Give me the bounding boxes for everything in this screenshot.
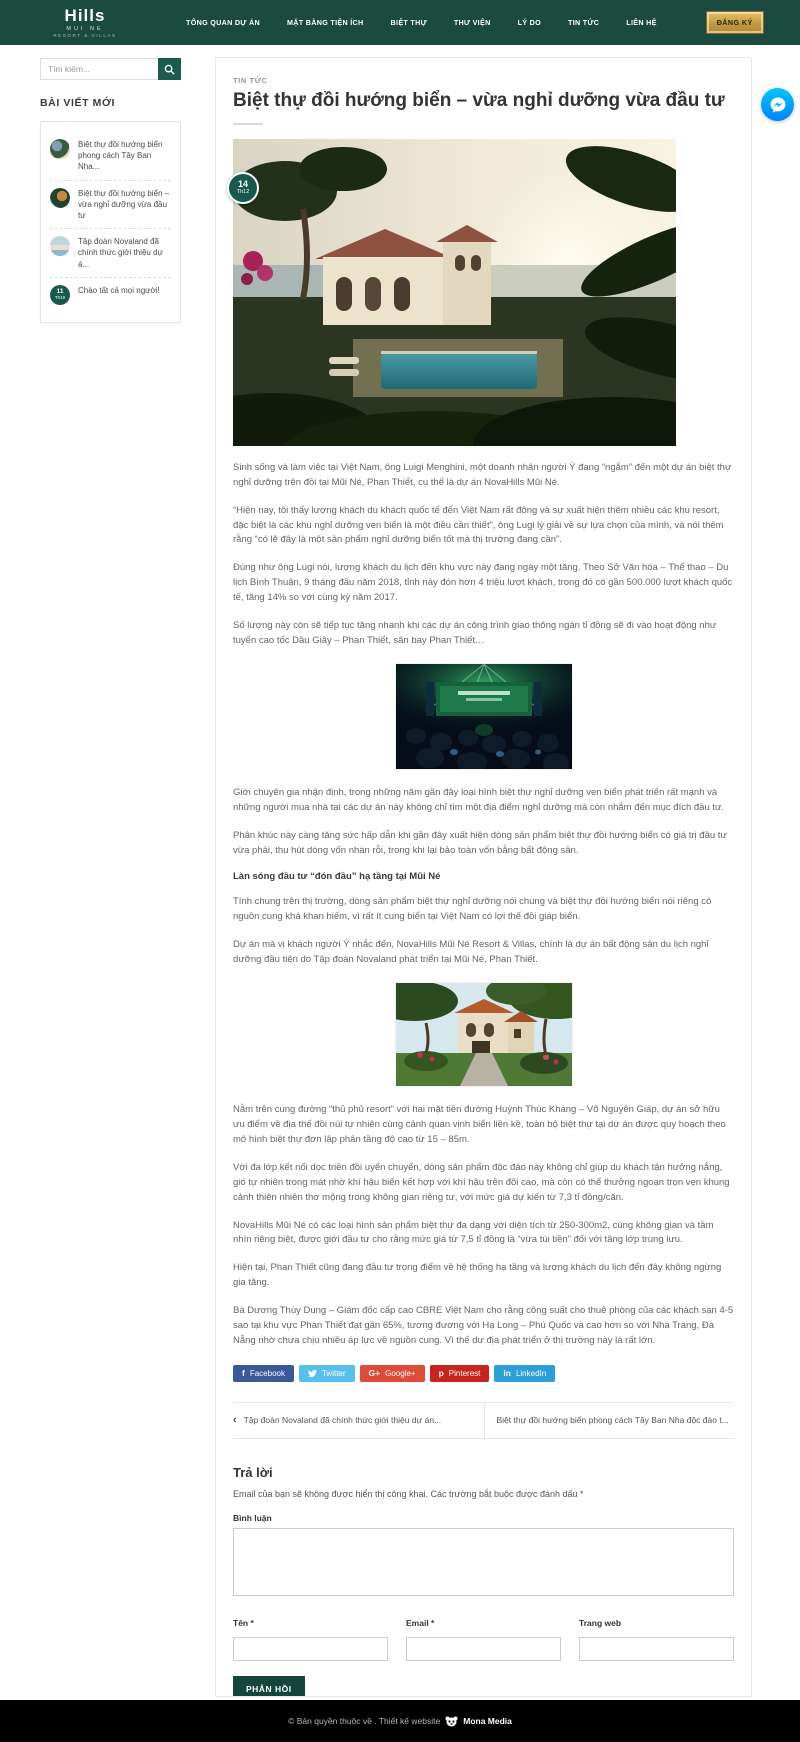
email-field[interactable] (406, 1637, 561, 1661)
article-paragraph: Sinh sống và làm việc tại Việt Nam, ông Luigi Menghini, một doanh nhân người Ý đang “ngắm” đến một dự án biệt thự nghỉ dưỡng trên đồi tại Mũi Né, Phan Thiết, cụ thể là dự án NovaHills Mũi Né. (233, 461, 732, 488)
logo-subtitle-1: MUI NE (66, 25, 104, 32)
article-paragraph: Bà Dương Thùy Dung – Giám đốc cấp cao CBRE Việt Nam cho rằng công suất cho thuê phòng của các khách sạn 4-5 sao tại khu vực Phan Thiết đạt gần 65%, tương đương với Hạ Long – Phú Quốc và cao hơn so với Nha Trang, Đà Nẵng nhờ chưa chịu nhiều áp lực về nguồn cung. Vì thế dư địa phát triển ở thị trường này là rất lớn. (233, 1305, 734, 1346)
chevron-left-icon: ‹ (233, 1413, 237, 1426)
site-logo[interactable] (42, 7, 128, 39)
search-bar (40, 58, 181, 80)
title-divider (233, 123, 263, 125)
post-title: Chào tất cả mọi người! (78, 285, 160, 295)
messenger-icon (769, 96, 787, 114)
event-image (233, 664, 734, 769)
comment-fields (233, 1613, 734, 1661)
reply-note: Email của bạn sẽ không được hiển thị công khai. Các trường bắt buộc được đánh dấu * (233, 1488, 584, 1499)
site-header (0, 0, 800, 45)
hero-image (233, 139, 676, 446)
post-date-badge (50, 285, 70, 305)
villa-image (233, 983, 734, 1086)
article-paragraph: Số lượng này còn sẽ tiếp tục tăng nhanh khi các dự án công trình giao thông ngàn tỉ đồng sẽ đi vào hoạt động như tuyến cao tốc Dầu Giây – Phan Thiết, sân bay Phan Thiết… (233, 620, 717, 646)
hero-villa-illustration (233, 139, 676, 446)
share-googleplus-button[interactable] (360, 1365, 425, 1382)
event-illustration (396, 664, 572, 769)
submit-comment-button[interactable]: PHẢN HỒI (233, 1676, 305, 1697)
prev-post-link[interactable] (233, 1403, 484, 1438)
post-thumbnail (50, 188, 70, 208)
search-icon (164, 64, 175, 75)
register-button[interactable]: ĐĂNG KÝ (706, 11, 764, 34)
date-month: Th10 (54, 295, 66, 301)
article-paragraph: Phân khúc này càng tăng sức hấp dẫn khi gần đây xuất hiện dòng sản phẩm biệt thự đồi hướng biển có giá trị đầu tư vừa phải, thu hút dòng vốn nhàn rỗi, trong khi lại bảo toàn vốn bằng bất động sản. (233, 829, 727, 856)
next-post-link[interactable] (484, 1403, 735, 1438)
main-nav (186, 11, 764, 34)
email-label: Email * (406, 1617, 435, 1628)
messenger-chat-button[interactable] (761, 88, 794, 121)
villa-illustration (396, 983, 572, 1086)
article-paragraph: Hiện tại, Phan Thiết cũng đang đầu tư trọng điểm về hệ thống hạ tầng và lượng khách du lịch đến đây không ngừng gia tăng. (233, 1262, 722, 1289)
comment-label: Bình luận (233, 1512, 272, 1523)
comment-form (233, 1465, 734, 1697)
website-field[interactable] (579, 1637, 734, 1661)
recent-post-item[interactable] (50, 277, 171, 312)
share-linkedin-button[interactable] (494, 1365, 555, 1382)
nav-item-lien-he[interactable]: LIÊN HỆ (626, 18, 657, 27)
website-label: Trang web (579, 1617, 622, 1628)
name-label: Tên * (233, 1617, 254, 1628)
twitter-icon (308, 1369, 317, 1378)
date-month: Th12 (236, 189, 250, 196)
article-subheading: Làn sóng đầu tư “đón đầu” hạ tầng tại Mũi Né (233, 871, 441, 883)
post-title: Biệt thự đồi hướng biển – vừa nghỉ dưỡng vừa đầu tư (78, 188, 170, 220)
logo-title: Hills (64, 5, 106, 25)
post-title: Tập đoàn Novaland đã chính thức giới thiệu dự á... (78, 237, 163, 269)
recent-post-item[interactable] (50, 180, 171, 229)
search-button[interactable] (158, 58, 181, 80)
sidebar-heading: BÀI VIẾT MỚI (40, 97, 116, 109)
sidebar (40, 58, 181, 323)
post-navigation (233, 1402, 734, 1439)
facebook-icon: f (242, 1368, 245, 1379)
nav-item-tong-quan[interactable]: TỔNG QUAN DỰ ÁN (186, 18, 260, 27)
copyright-text: © Bản quyền thuộc về . Thiết kế website (288, 1716, 441, 1726)
name-field[interactable] (233, 1637, 388, 1661)
post-thumbnail (50, 236, 70, 256)
pinterest-icon: p (438, 1368, 444, 1379)
next-post-title: Biệt thự đồi hướng biển phong cách Tây Ban Nha độc đáo t... (496, 1415, 729, 1426)
article-body (233, 461, 734, 1349)
article-paragraph: NovaHills Mũi Né có các loại hình sản phẩm biệt thự đa dạng với diện tích từ 250-300m2, cùng không gian và tầm nhìn riêng biệt, được giới đầu tư cho rằng mức giá từ 7,5 tỉ đồng là “vừa túi tiền” đối với tầng lớp trung lưu. (233, 1219, 714, 1246)
share-label: Facebook (249, 1368, 285, 1378)
recent-post-item[interactable] (50, 228, 171, 277)
nav-item-biet-thu[interactable]: BIỆT THỰ (390, 18, 427, 27)
logo-subtitle-2: RESORT & VILLAS (53, 33, 117, 38)
post-title: Biệt thự đồi hướng biển phong cách Tây Ban Nha... (78, 140, 163, 172)
googleplus-icon: G+ (368, 1368, 381, 1379)
share-label: Twitter (321, 1368, 346, 1378)
recent-post-item[interactable] (50, 132, 171, 180)
search-input[interactable] (40, 58, 158, 80)
nav-item-tin-tuc[interactable]: TIN TỨC (568, 18, 600, 27)
article-paragraph: Với đa lớp kết nối dọc triền đồi uyển chuyển, dòng sản phẩm độc đáo này không chỉ giúp du khách tận hưởng nắng, gió tự nhiên trong mát nhờ khí hậu biển kết hợp với khí hậu trên đồi cao, mà còn có thể thưởng ngoạn trọn vẹn khung cảnh thiên nhiên thơ mộng trong không gian riêng tư, với mức giá dự kiến từ 7,3 tỉ đồng/căn. (233, 1161, 730, 1203)
date-day: 14 (237, 179, 248, 190)
article-paragraph: “Hiện nay, tôi thấy lượng khách du khách quốc tế đến Việt Nam rất đông và sự xuất hiện thêm nhiều các khu resort, đặc biệt là các khu nghỉ dưỡng ven biển là một điều cần thiết”, ông Lugi lý giải về sự lựa chọn của mình, và nói thêm rằng “có lẽ đây là một sản phẩm nghỉ dưỡng biển tốt mà thị trường đang cần”. (233, 504, 724, 546)
article-paragraph: Tính chung trên thị trường, dòng sản phẩm biệt thự nghỉ dưỡng nói chung và biệt thự đồi hướng biển nói riêng có nguồn cung khá khan hiếm, vì rất ít cung biển tại Việt Nam có lợi thế đồi giáp biển. (233, 896, 712, 923)
article-date-badge (227, 172, 259, 204)
date-day: 11 (56, 287, 64, 295)
article-paragraph: Giới chuyên gia nhận định, trong những năm gần đây loại hình biệt thự nghỉ dưỡng ven biển phát triển rất mạnh và những người mua nhà tại các dự án này không chỉ tìm một địa điểm nghỉ dưỡng mà còn nhắm đến mục đích đầu tư. (233, 786, 725, 813)
footer-brand-link[interactable]: Mona Media (463, 1716, 512, 1726)
share-label: Pinterest (448, 1368, 481, 1378)
article-paragraph: Đúng như ông Lugi nói, lượng khách du lịch đến khu vực này đang ngày một tăng. Theo Sở Văn hóa – Thể thao – Du lịch Bình Thuận, 9 tháng đầu năm 2018, tỉnh này đón hơn 4 triệu lượt khách, trong đó có gần 500.000 lượt khách quốc tế, tăng 14% so với cùng kỳ năm 2017. (233, 562, 733, 604)
prev-post-title: Tập đoàn Novaland đã chính thức giới thiệu dự án... (243, 1415, 442, 1426)
site-footer (0, 1700, 800, 1742)
nav-item-thu-vien[interactable]: THƯ VIỆN (453, 18, 491, 27)
share-buttons (233, 1365, 734, 1382)
comment-textarea[interactable] (233, 1528, 734, 1596)
share-label: LinkedIn (515, 1368, 547, 1378)
nav-item-ly-do[interactable]: LÝ DO (517, 18, 542, 27)
panda-logo-icon (445, 1716, 458, 1727)
article-card (215, 57, 752, 1697)
share-twitter-button[interactable] (299, 1365, 355, 1382)
reply-heading: Trả lời (233, 1464, 273, 1480)
share-label: Google+ (385, 1368, 416, 1378)
article-paragraph: Nằm trên cung đường “thủ phủ resort” với hai mặt tiền đường Huỳnh Thúc Kháng – Võ Nguyên Giáp, dự án sở hữu ưu điểm về địa thế đồi núi tự nhiên cùng cảnh quan vịnh biển liền kề, toàn bộ biệt thự tại dự án được quy hoạch theo mô hình biệt thự đơn lập phân tầng độ cao từ 15 – 85m. (233, 1104, 726, 1145)
article-category[interactable]: TIN TỨC (233, 76, 268, 85)
article-paragraph: Dự án mà vị khách người Ý nhắc đến, NovaHills Mũi Né Resort & Villas, chính là dự án bất động sản du lịch nghỉ dưỡng đầu tiên do Tập đoàn Novaland phát triển tại Mũi Né, Phan Thiết. (233, 939, 709, 966)
post-thumbnail (50, 139, 70, 159)
recent-posts-card (40, 121, 181, 323)
share-pinterest-button[interactable] (430, 1365, 490, 1382)
article-title: Biệt thự đồi hướng biển – vừa nghỉ dưỡng vừa đầu tư (233, 90, 725, 111)
nav-item-mat-bang[interactable]: MẶT BẰNG TIỆN ÍCH (286, 18, 364, 27)
share-facebook-button[interactable] (233, 1365, 294, 1382)
linkedin-icon: in (503, 1368, 511, 1379)
